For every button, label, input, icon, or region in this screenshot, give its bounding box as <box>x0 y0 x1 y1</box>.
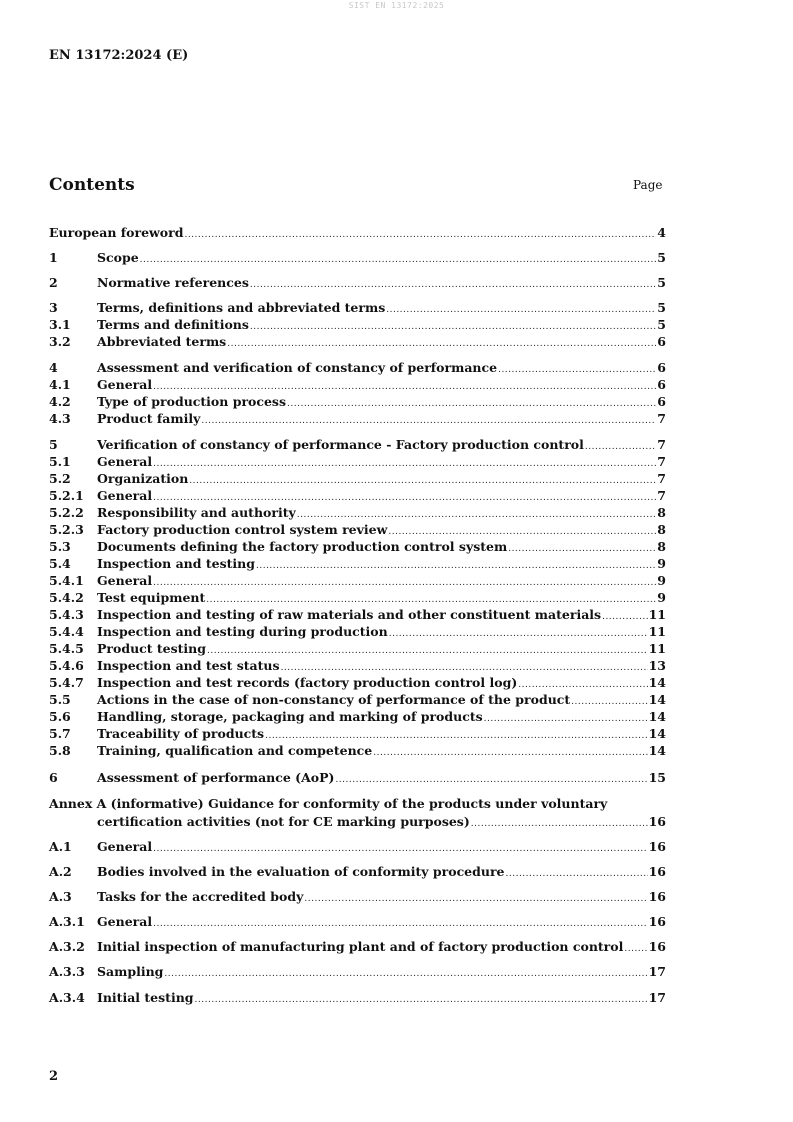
toc-entry[interactable] <box>49 359 666 376</box>
toc-entry-number: 5.2.3 <box>49 522 84 537</box>
toc-entry-page: 16 <box>648 839 666 854</box>
annex-page: 16 <box>648 814 666 829</box>
toc-entry[interactable] <box>49 504 666 521</box>
toc-entry[interactable] <box>49 487 666 504</box>
toc-entry-page: 5 <box>657 300 666 315</box>
toc-entry-title: Inspection and testing of raw materials and other constituent materials <box>97 607 602 622</box>
toc-entry-page: 6 <box>657 334 666 349</box>
toc-entry-page: 9 <box>657 556 666 571</box>
toc-entry-number: 5.4.7 <box>49 675 84 690</box>
dot-leader <box>506 866 648 883</box>
page-number: 2 <box>49 1069 59 1084</box>
contents-title: Contents <box>49 175 135 195</box>
dot-leader <box>153 841 647 858</box>
toc-entry-page: 6 <box>657 377 666 392</box>
toc-entry-number: 3 <box>49 300 58 315</box>
toc-entry-title: European foreword <box>49 225 184 240</box>
toc-entry-number: 5.8 <box>49 743 71 758</box>
toc-entry-title: Verification of constancy of performance - Factory production control <box>97 437 584 452</box>
toc-entry[interactable] <box>49 623 666 640</box>
toc-entry[interactable] <box>49 538 666 555</box>
annex-title-line2: certification activities (not for CE marking purposes) <box>97 814 470 829</box>
toc-entry-page: 11 <box>648 607 666 622</box>
document-id: EN 13172:2024 (E) <box>49 48 189 63</box>
page-column-label: Page <box>633 178 663 192</box>
toc-entry-title: Test equipment <box>97 590 206 605</box>
toc-entry-title: Assessment and verification of constancy of performance <box>97 360 498 375</box>
toc-entry-title: General <box>97 914 153 929</box>
toc-entry-page: 7 <box>657 471 666 486</box>
toc-entry-title: Responsibility and authority <box>97 505 296 520</box>
toc-entry-title: Inspection and test records (factory production control log) <box>97 675 518 690</box>
toc-entry-page: 16 <box>648 939 666 954</box>
toc-entry-number: 2 <box>49 275 58 290</box>
toc-entry-page: 5 <box>657 250 666 265</box>
annex-title-line1: Annex A (informative) Guidance for conformity of the products under voluntary <box>49 796 608 811</box>
dot-leader <box>164 966 647 983</box>
toc-entry-page: 8 <box>657 522 666 537</box>
toc-entry[interactable] <box>49 742 666 759</box>
toc-entry-number: 4.1 <box>49 377 71 392</box>
toc-entry[interactable] <box>49 470 666 487</box>
toc-entry-page: 9 <box>657 590 666 605</box>
toc-entry-title: Terms and definitions <box>97 317 249 332</box>
toc-entry-title: Initial testing <box>97 990 194 1005</box>
toc-entry-page: 9 <box>657 573 666 588</box>
toc-entry[interactable] <box>49 938 666 955</box>
toc-entry-page: 11 <box>648 641 666 656</box>
toc-entry-title: Abbreviated terms <box>97 334 227 349</box>
dot-leader <box>195 992 648 1009</box>
toc-entry-page: 8 <box>657 539 666 554</box>
toc-entry-number: 3.2 <box>49 334 71 349</box>
toc-entry-page: 14 <box>648 675 666 690</box>
toc-entry-page: 13 <box>648 658 666 673</box>
toc-entry-number: 5.2.2 <box>49 505 84 520</box>
toc-entry-title: Inspection and testing <box>97 556 255 571</box>
toc-entry[interactable] <box>49 769 666 786</box>
toc-entry-number: 5.3 <box>49 539 71 554</box>
toc-entry-page: 16 <box>648 864 666 879</box>
toc-entry[interactable] <box>49 913 666 930</box>
toc-entry-title: Scope <box>97 250 139 265</box>
toc-entry[interactable] <box>49 555 666 572</box>
toc-entry-number: A.2 <box>49 864 72 879</box>
toc-entry-title: General <box>97 454 153 469</box>
toc-entry-number: 5.4.1 <box>49 573 84 588</box>
toc-entry[interactable] <box>49 436 666 453</box>
toc-entry[interactable] <box>49 333 666 350</box>
toc-entry-number: 1 <box>49 250 58 265</box>
toc-entry-title: Actions in the case of non-constancy of performance of the product <box>97 692 571 707</box>
toc-entry-title: Factory production control system review <box>97 522 388 537</box>
toc-entry-title: Inspection and test status <box>97 658 280 673</box>
toc-entry[interactable] <box>49 963 666 980</box>
toc-entry[interactable] <box>49 224 666 241</box>
toc-entry-number: 5 <box>49 437 58 452</box>
toc-entry-page: 14 <box>648 692 666 707</box>
toc-entry-number: 5.1 <box>49 454 71 469</box>
toc-entry-title: Normative references <box>97 275 249 290</box>
toc-entry-title: Product testing <box>97 641 207 656</box>
toc-entry-title: Assessment of performance (AoP) <box>97 770 335 785</box>
toc-entry-page: 5 <box>657 317 666 332</box>
toc-entry-title: Product family <box>97 411 201 426</box>
toc-entry-number: A.3.2 <box>49 939 85 954</box>
toc-entry-page: 6 <box>657 360 666 375</box>
toc-entry[interactable] <box>49 393 666 410</box>
toc-entry[interactable] <box>49 274 666 291</box>
dot-leader <box>227 336 656 353</box>
toc-entry-page: 7 <box>657 411 666 426</box>
toc-entry[interactable] <box>49 606 666 623</box>
dot-leader <box>624 941 647 958</box>
toc-entry-page: 11 <box>648 624 666 639</box>
toc-entry-page: 4 <box>657 225 666 240</box>
toc-entry[interactable] <box>49 410 666 427</box>
dot-leader <box>335 772 647 789</box>
toc-entry-title: Documents defining the factory production control system <box>97 539 508 554</box>
toc-entry-number: 6 <box>49 770 58 785</box>
dot-leader <box>304 891 647 908</box>
toc-entry-title: Initial inspection of manufacturing plant and of factory production control <box>97 939 624 954</box>
toc-entry[interactable] <box>49 589 666 606</box>
toc-entry[interactable] <box>49 249 666 266</box>
dot-leader <box>153 916 647 933</box>
toc-entry-number: 5.6 <box>49 709 71 724</box>
toc-entry-page: 17 <box>648 990 666 1005</box>
dot-leader <box>184 227 656 244</box>
toc-entry-number: 4.3 <box>49 411 71 426</box>
toc-entry-number: 5.7 <box>49 726 71 741</box>
toc-entry-number: 4 <box>49 360 58 375</box>
toc-entry[interactable] <box>49 674 666 691</box>
toc-entry-title: Type of production process <box>97 394 287 409</box>
toc-entry[interactable] <box>49 863 666 880</box>
toc-entry-page: 17 <box>648 964 666 979</box>
toc-entry-number: 5.4.4 <box>49 624 84 639</box>
toc-entry-number: A.1 <box>49 839 72 854</box>
toc-entry[interactable] <box>49 838 666 855</box>
toc-entry-number: A.3.3 <box>49 964 85 979</box>
toc-entry-title: Traceability of products <box>97 726 265 741</box>
toc-entry[interactable] <box>49 657 666 674</box>
toc-entry-title: General <box>97 488 153 503</box>
toc-entry[interactable] <box>49 888 666 905</box>
toc-entry-page: 6 <box>657 394 666 409</box>
toc-entry-number: 5.4 <box>49 556 71 571</box>
toc-entry-title: Terms, definitions and abbreviated terms <box>97 300 386 315</box>
toc-entry[interactable] <box>49 316 666 333</box>
toc-entry-number: A.3.1 <box>49 914 85 929</box>
toc-entry-number: 5.5 <box>49 692 71 707</box>
toc-entry-number: 5.4.5 <box>49 641 84 656</box>
toc-entry-page: 14 <box>648 743 666 758</box>
toc-entry-page: 14 <box>648 726 666 741</box>
toc-entry-title: Bodies involved in the evaluation of conformity procedure <box>97 864 505 879</box>
toc-entry-title: General <box>97 573 153 588</box>
toc-entry-title: Organization <box>97 471 189 486</box>
toc-entry-number: 5.2 <box>49 471 71 486</box>
dot-leader <box>201 413 656 430</box>
toc-entry-number: 4.2 <box>49 394 71 409</box>
toc-entry-number: 3.1 <box>49 317 71 332</box>
toc-entry-page: 15 <box>648 770 666 785</box>
toc-entry-number: 5.4.2 <box>49 590 84 605</box>
toc-entry-title: Training, qualification and competence <box>97 743 373 758</box>
toc-entry-number: 5.4.6 <box>49 658 84 673</box>
toc-entry-title: Sampling <box>97 964 164 979</box>
toc-entry-page: 16 <box>648 914 666 929</box>
toc-entry[interactable] <box>49 376 666 393</box>
toc-entry[interactable] <box>49 453 666 470</box>
toc-entry-page: 8 <box>657 505 666 520</box>
toc-entry-title: General <box>97 839 153 854</box>
toc-entry-number: 5.4.3 <box>49 607 84 622</box>
toc-entry-title: Tasks for the accredited body <box>97 889 304 904</box>
toc-entry-page: 5 <box>657 275 666 290</box>
toc-entry[interactable] <box>49 725 666 742</box>
toc-entry[interactable] <box>49 691 666 708</box>
watermark: SIST EN 13172:2025 <box>348 1 445 10</box>
toc-entry-title: Inspection and testing during production <box>97 624 388 639</box>
toc-entry-page: 7 <box>657 454 666 469</box>
toc-entry[interactable] <box>49 299 666 316</box>
toc-entry-number: A.3.4 <box>49 990 85 1005</box>
toc-entry-page: 7 <box>657 437 666 452</box>
toc-entry-page: 14 <box>648 709 666 724</box>
toc-entry-title: Handling, storage, packaging and marking of products <box>97 709 483 724</box>
toc-entry-page: 16 <box>648 889 666 904</box>
toc-entry-title: General <box>97 377 153 392</box>
toc-entry-page: 7 <box>657 488 666 503</box>
dot-leader <box>373 745 647 762</box>
toc-entry[interactable] <box>49 572 666 589</box>
dot-leader <box>140 252 657 269</box>
toc-entry[interactable] <box>49 708 666 725</box>
toc-entry-number: A.3 <box>49 889 72 904</box>
dot-leader <box>250 277 656 294</box>
toc-entry[interactable] <box>49 521 666 538</box>
toc-entry-number: 5.2.1 <box>49 488 84 503</box>
toc-entry[interactable] <box>49 989 666 1006</box>
toc-entry[interactable] <box>49 640 666 657</box>
dot-leader <box>471 816 648 833</box>
